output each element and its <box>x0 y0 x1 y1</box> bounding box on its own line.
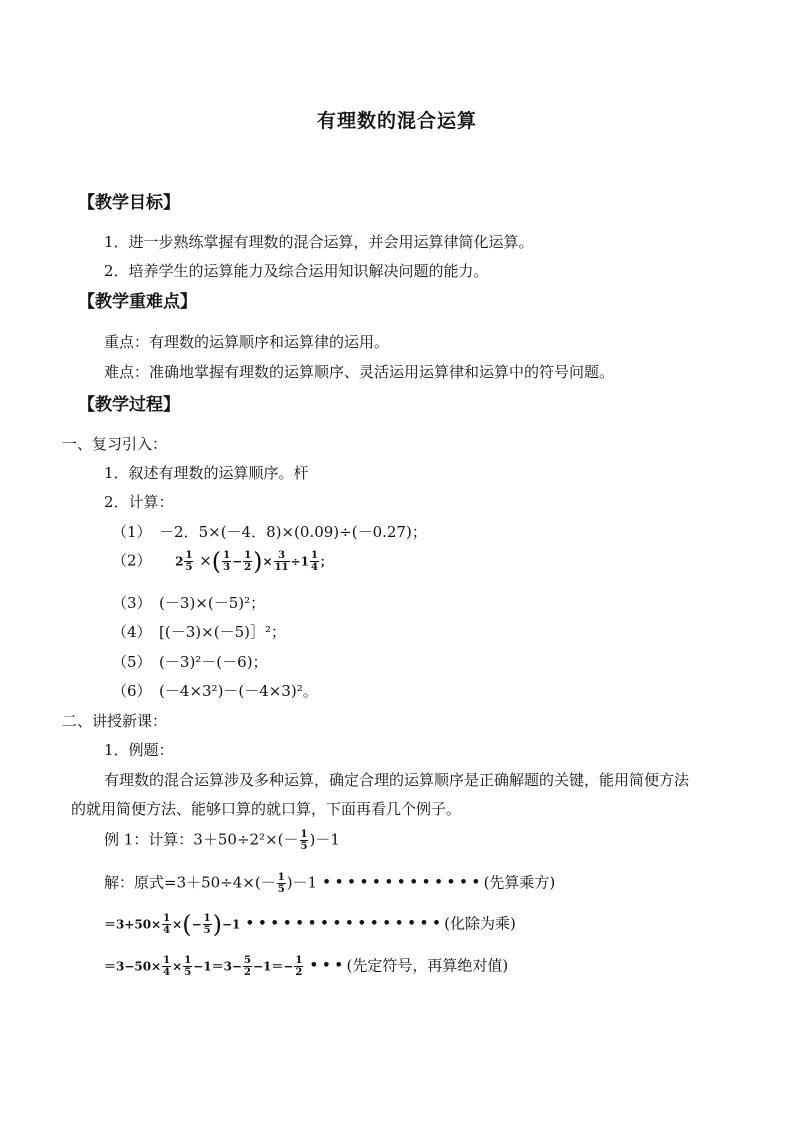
goal-item: 2．培养学生的运算能力及综合运用知识解决问题的能力。 <box>104 262 489 280</box>
keypoint-item: 难点：准确地掌握有理数的运算顺序、灵活运用运算律和运算中的符号问题。 <box>104 363 615 381</box>
goal-item: 1．进一步熟练掌握有理数的混合运算，并会用运算律简化运算。 <box>104 233 534 251</box>
section-heading-keypoints: 【教学重难点】 <box>78 292 197 312</box>
newlesson-heading: 二、讲授新课： <box>62 712 168 730</box>
example-1: 例 1：计算：3＋50÷2²×(－ $\frac{1}{5}$ )－1 <box>104 829 340 852</box>
solution-note: (先算乘方) <box>483 873 556 892</box>
problem-2: （2） 2 $\frac{1}{5}$ ×( $\frac{1}{3}$ − $\frac{1}{2}$ )× $\frac{3}{11}$ ÷1 $\frac{1}{4}$ ； <box>112 547 332 576</box>
leader-dots: ••• <box>309 955 347 975</box>
problem-5: （5） (－3)²－(－6)； <box>112 653 268 671</box>
leader-dots: ••••••••••••• <box>321 872 484 892</box>
section-heading-process: 【教学过程】 <box>78 395 180 415</box>
solution-line-2: ＝3+50× $\frac{1}{4}$ ×(− $\frac{1}{5}$ )−1 ••••••••••••••••(化除为乘) <box>104 910 516 939</box>
review-item: 2．计算： <box>104 493 174 511</box>
step3-note: (先定符号，再算绝对值) <box>346 956 509 975</box>
newlesson-sub: 1．例题： <box>104 741 174 759</box>
solution-suffix: )－1 <box>286 873 318 892</box>
problem-6: （6） (－4×3²)－(－4×3)²。 <box>112 682 318 700</box>
section-heading-goals: 【教学目标】 <box>78 193 180 213</box>
problem-3: （3） (－3)×(－5)²； <box>112 594 266 612</box>
problem-2-label: （2） <box>112 551 152 570</box>
leader-dots: •••••••••••••••• <box>245 913 445 933</box>
solution-line-1: 解：原式=3＋50÷4×(－ $\frac{1}{5}$ )－1 •••••••••••••(先算乘方) <box>104 872 556 895</box>
step2-note: (化除为乘) <box>444 914 516 933</box>
review-item: 1．叙述有理数的运算顺序。杆 <box>104 464 309 482</box>
example-1-suffix: )－1 <box>309 830 340 849</box>
review-heading: 一、复习引入： <box>62 435 168 453</box>
example-1-prefix: 例 1：计算：3＋50÷2²×(－ <box>104 830 299 849</box>
problem-4: （4） [(－3)×(－5)］²； <box>112 623 286 641</box>
problem-1: （1） －2．5×(－4．8)×(0.09)÷(－0.27)； <box>112 523 427 541</box>
page-title: 有理数的混合运算 <box>316 110 477 132</box>
keypoint-item: 重点：有理数的运算顺序和运算律的运用。 <box>104 333 390 351</box>
solution-prefix: 解：原式=3＋50÷4×(－ <box>104 873 276 892</box>
solution-line-3: ＝3−50× $\frac{1}{4}$ × $\frac{1}{5}$ −1＝3− $\frac{5}{2}$ −1＝− $\frac{1}{2}$ •••(先定符号，再算绝对值) <box>104 955 509 978</box>
paragraph-line: 的就用简便方法、能够口算的就口算，下面再看几个例子。 <box>71 800 462 818</box>
step2-prefix: ＝3+50× <box>104 917 162 932</box>
paragraph-line: 有理数的混合运算涉及多种运算，确定合理的运算顺序是正确解题的关键，能用简便方法 <box>104 771 690 789</box>
